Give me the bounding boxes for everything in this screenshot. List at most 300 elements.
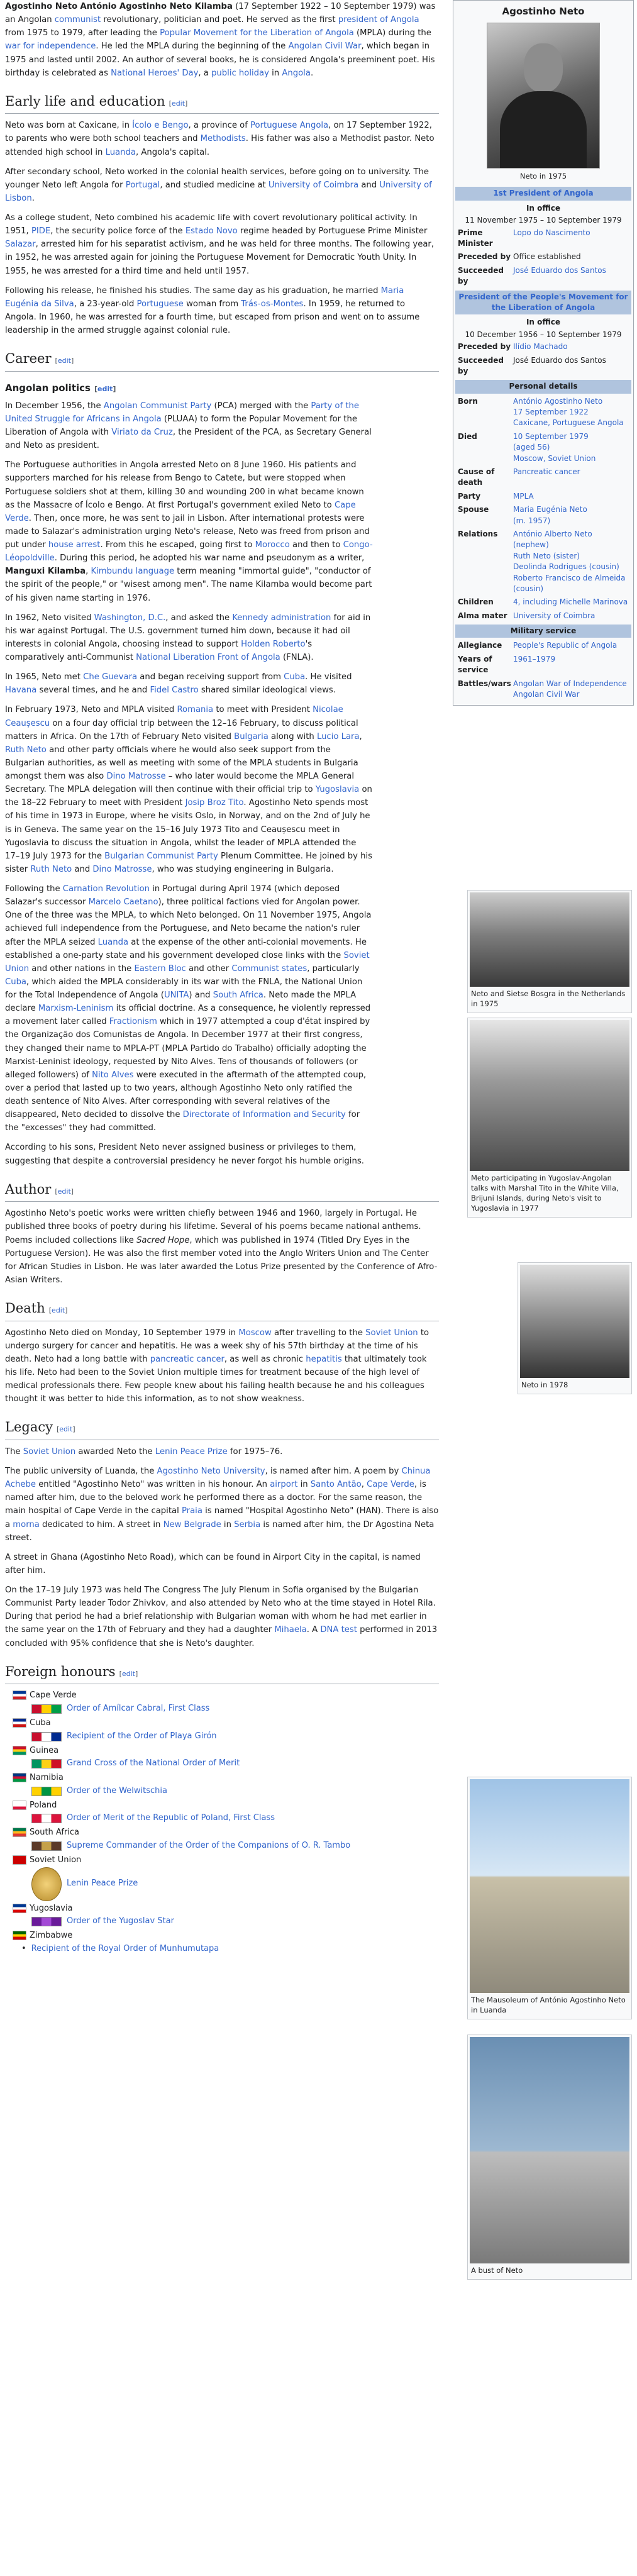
text-run: , a province of xyxy=(188,121,251,131)
inline-link[interactable]: Bulgaria xyxy=(234,731,269,741)
inline-link[interactable]: Cuba xyxy=(5,977,27,987)
inline-link[interactable]: Fidel Castro xyxy=(150,686,199,696)
paragraph xyxy=(5,611,373,665)
text-run: Neto was born at Caxicane, in xyxy=(5,121,133,131)
award-link[interactable]: Recipient of the Royal Order of Munhumutapa xyxy=(31,1944,219,1954)
text-run: which in 1977 attempted a coup d'état inspired by the Organização dos Comunistas de Angola. In December 1977 at their first congress, they changed their name to MPLA-PT (MPLA Partido do Trabalho) officially adopting the Marxist-Leninist ideology, requested by Nito Alves. Tens of thousands of followers (or alleged followers) of xyxy=(5,1017,370,1080)
inline-link[interactable]: UNITA xyxy=(163,991,189,1001)
bold-text: António Agostinho Neto Kilamba xyxy=(80,2,233,11)
infobox-label: Preceded by xyxy=(458,342,511,352)
inline-link[interactable]: Lenin Peace Prize xyxy=(155,1446,228,1457)
text-run: , the President of the PCA, as Secretary General and Neto as president. xyxy=(5,428,372,451)
infobox-value[interactable]: José Eduardo dos Santos xyxy=(513,265,606,275)
award-link[interactable]: Order of Amílcar Cabral, First Class xyxy=(67,1704,210,1714)
country-name: Poland xyxy=(30,1800,57,1810)
infobox-row xyxy=(455,490,631,503)
text-run: and began receiving support from xyxy=(137,672,284,682)
ribbon-icon xyxy=(31,1704,62,1714)
text-run: in xyxy=(221,1519,235,1530)
text-run: . He visited xyxy=(305,672,352,682)
text-run: , the security police force of the xyxy=(50,226,186,236)
military-rows xyxy=(455,639,631,701)
text-run: revolutionary, politician and poet. He served as the first xyxy=(101,15,338,25)
inline-link[interactable]: public holiday xyxy=(211,68,269,78)
inline-link[interactable]: Lucio Lara xyxy=(316,731,360,741)
ribbon-icon xyxy=(31,1841,62,1851)
early-life-section xyxy=(5,119,439,337)
text-run: – who later would become the MPLA General Secretary. The MPLA delegation will then continue with their official trip to xyxy=(5,772,354,795)
paragraph xyxy=(5,0,439,80)
text-run: As a college student, Neto combined his academic life with covert revolutionary political activity. In 1951, xyxy=(5,213,418,236)
honour-award xyxy=(31,1915,439,1928)
inline-link[interactable]: Carnation Revolution xyxy=(62,884,150,894)
figure-netherlands: Neto and Sietse Bosgra in the Netherlands in 1975 xyxy=(467,890,632,1013)
inline-link[interactable]: Popular Movement for the Liberation of Angola xyxy=(160,28,354,38)
text-run: dedicated to him. A street in xyxy=(39,1519,163,1530)
inline-link[interactable]: Ícolo e Bengo xyxy=(132,121,189,131)
inline-link[interactable]: Methodists xyxy=(200,134,246,144)
text-run: , is named after him. A poem by xyxy=(265,1467,402,1477)
infobox-row xyxy=(455,430,631,465)
honour-country xyxy=(13,1717,439,1743)
text-run: , which began in 1975 and lasted until 2002. An author of several books, he is considered Angola's preeminent poet. His birthday is celebrated as xyxy=(5,42,435,78)
inline-link[interactable]: Marxism-Leninism xyxy=(38,1004,114,1014)
infobox-row xyxy=(455,503,631,528)
text-run: A street in Ghana (Agostinho Neto Road), which can be found in Airport City in the capital, is named after him. xyxy=(5,1552,421,1575)
paragraph xyxy=(5,165,439,205)
infobox-value: Office established xyxy=(513,252,581,262)
inline-link[interactable]: Dino Matrosse xyxy=(106,772,166,782)
text-run: at the expense of the other anti-colonial movements. He established a one-party state and his government developed close links with the xyxy=(5,937,367,960)
infobox-value[interactable]: Lopo do Nascimento xyxy=(513,228,590,237)
portrait-caption: Neto in 1975 xyxy=(519,171,567,180)
ribbon-icon xyxy=(31,1814,62,1823)
text-run: Agostinho Neto died on Monday, 10 September 1979 in xyxy=(5,1328,239,1338)
infobox-value[interactable]: Pancreatic cancer xyxy=(513,467,580,477)
photo-yugoslavia[interactable] xyxy=(470,1020,629,1171)
inline-link[interactable]: Cuba xyxy=(284,672,306,682)
inline-link[interactable]: Communist states xyxy=(231,963,307,974)
personal-header: Personal details xyxy=(455,380,631,393)
inline-link[interactable]: Congo-Léopoldville xyxy=(5,540,373,564)
figure-mausoleum: The Mausoleum of António Agostinho Neto in Luanda xyxy=(467,1777,632,2019)
article-body xyxy=(5,0,439,1956)
figure-neto-1978: Neto in 1978 xyxy=(518,1262,632,1394)
text-run: performed in 2013 concluded with 95% confidence that she is Neto's daughter. xyxy=(5,1625,438,1648)
inline-link[interactable]: Santo Antão xyxy=(310,1480,362,1490)
infobox-row xyxy=(455,596,631,609)
honour-country xyxy=(13,1689,439,1716)
text-run: Plenum Committee. He joined by his sister xyxy=(5,851,373,874)
text-run: . During this period, he adopted his war name and pseudonym as a writer, xyxy=(54,553,365,564)
country-name: Zimbabwe xyxy=(30,1931,73,1941)
inline-link[interactable]: Morocco xyxy=(255,540,290,550)
photo-mausoleum[interactable] xyxy=(470,1779,629,1993)
honours-list xyxy=(5,1689,439,1956)
infobox-row xyxy=(455,354,631,379)
inline-link[interactable]: pancreatic cancer xyxy=(150,1354,224,1364)
inline-link[interactable]: Luanda xyxy=(97,937,129,947)
heading-death: Death [edit] xyxy=(5,1298,439,1321)
heading-foreign-honours: Foreign honours [edit] xyxy=(5,1662,439,1685)
infobox-row xyxy=(455,639,631,652)
inline-link[interactable]: Angolan Civil War xyxy=(288,42,362,52)
award-link[interactable]: Supreme Commander of the Order of the Companions of O. R. Tambo xyxy=(67,1841,351,1851)
country-name: Namibia xyxy=(30,1773,64,1783)
text-run: (PLUAA) to form the Popular Movement for the Liberation of Angola with xyxy=(5,414,357,438)
inline-link[interactable]: communist xyxy=(54,15,101,25)
text-run: In December 1956, the xyxy=(5,401,104,411)
honour-country xyxy=(13,1929,439,1956)
bold-text: Manguxi Kilamba xyxy=(5,567,86,577)
text-run: woman from xyxy=(183,299,241,309)
inline-link[interactable]: Praia xyxy=(181,1506,202,1516)
text-run: shared similar ideological views. xyxy=(198,686,336,696)
inline-link[interactable]: National Heroes' Day xyxy=(111,68,199,78)
infobox-row xyxy=(455,677,631,702)
edit-link: [edit] xyxy=(48,1306,68,1315)
inline-link[interactable]: DNA test xyxy=(320,1625,357,1635)
inline-link[interactable]: Marcelo Caetano xyxy=(88,897,158,908)
text-run: Following his release, he finished his studies. The same day as his graduation, he married xyxy=(5,286,381,296)
inline-link[interactable]: Serbia xyxy=(234,1519,261,1530)
ribbon-icon xyxy=(31,1759,62,1768)
honour-country xyxy=(13,1902,439,1929)
infobox-label: Alma mater xyxy=(458,611,507,620)
text-run: , on 17 September 1922, to parents who were both school teachers and xyxy=(5,121,432,144)
inline-link[interactable]: Portuguese Angola xyxy=(250,121,329,131)
text-run: that ultimately took his life. Neto had been to the Soviet Union multiple times for treatment because of the high level of medical professionals there. Few people knew about his failing health because he and his colleagues thought it was better to hide this information, as to not show weakness. xyxy=(5,1354,427,1404)
paragraph xyxy=(5,284,439,338)
infobox-label: Cause of death xyxy=(458,467,495,487)
infobox-value[interactable]: Ilídio Machado xyxy=(513,342,568,352)
honour-award xyxy=(31,1812,439,1825)
inline-link[interactable]: Viriato da Cruz xyxy=(111,428,173,438)
honour-award xyxy=(21,1943,439,1956)
inline-link[interactable]: PIDE xyxy=(31,226,51,236)
inline-link[interactable]: Maria Eugénia da Silva xyxy=(5,286,404,309)
inline-link[interactable]: Eastern Bloc xyxy=(134,963,186,974)
paragraph xyxy=(5,1551,439,1577)
inline-link[interactable]: Dino Matrosse xyxy=(92,864,152,874)
award-link[interactable]: Recipient of the Order of Playa Girón xyxy=(67,1731,217,1741)
military-header: Military service xyxy=(455,625,631,638)
infobox-label: Succeeded by xyxy=(458,265,504,286)
inline-link[interactable]: South Africa xyxy=(213,991,263,1001)
text-run: and other nations in the xyxy=(29,963,135,974)
infobox-label: Allegiance xyxy=(458,641,502,650)
flag-icon xyxy=(13,1746,26,1755)
inline-link[interactable]: Kimbundu language xyxy=(91,567,175,577)
paragraph xyxy=(5,1584,439,1650)
office2-header: President of the People's Movement for the Liberation of Angola xyxy=(455,291,631,315)
edit-link: [edit] xyxy=(55,1187,74,1196)
infobox-row xyxy=(455,528,631,596)
text-run: , particularly xyxy=(307,963,360,974)
paragraph xyxy=(5,1326,439,1406)
text-run: 's comparatively anti-Communist xyxy=(5,639,313,663)
text-run: in xyxy=(269,68,282,78)
flag-icon xyxy=(13,1904,26,1913)
paragraph xyxy=(5,1141,373,1167)
text-run: , which aided the MPLA considerably in its war with the FNLA, the National Union for the Total Independence of Angola ( xyxy=(5,977,363,1001)
flag-icon xyxy=(13,1931,26,1940)
inline-link[interactable]: Cape Verde xyxy=(367,1480,414,1490)
text-run: On the 17–19 July 1973 was held The Congress The July Plenum in Sofia organised by the Bulgarian Communist Party leader Todor Zhivkov, and also attended by Neto who at the time stayed in Hotel Rila. During that period he had a brief relationship with Bulgarian woman with whom he had met earlier in the same year on the 17th of February and they had a daughter xyxy=(5,1585,436,1635)
infobox-value[interactable]: Maria Eugénia Neto (m. 1957) xyxy=(513,505,587,525)
text-run: . xyxy=(31,193,35,203)
paragraph xyxy=(5,703,373,876)
death-section xyxy=(5,1326,439,1406)
text-run: for aid in his war against Portugal. The U.S. government turned him down, because it had oil interests in colonial Angola, choosing instead to support xyxy=(5,613,371,649)
inline-link[interactable]: Portugal xyxy=(125,180,160,190)
edit-link: [edit] xyxy=(119,1669,138,1678)
photo-netherlands[interactable] xyxy=(470,892,629,987)
office2-in-office: In office xyxy=(526,318,561,327)
infobox-label: Born xyxy=(458,396,478,406)
edit-link: [edit] xyxy=(56,1425,75,1434)
text-run: , xyxy=(361,1480,367,1490)
honour-award xyxy=(31,1730,439,1743)
text-run: for 1975–76. xyxy=(227,1446,283,1457)
country-name: Guinea xyxy=(30,1745,59,1755)
award-link[interactable]: Order of the Yugoslav Star xyxy=(67,1916,174,1926)
inline-link[interactable]: Josip Broz Tito xyxy=(185,798,244,808)
infobox-value[interactable]: António Agostinho Neto 17 September 1922 Caxicane, Portuguese Angola xyxy=(513,396,624,428)
infobox-value[interactable]: University of Coimbra xyxy=(513,611,595,620)
inline-link[interactable]: Moscow xyxy=(238,1328,272,1338)
text-run: its official doctrine. As a consequence, he violently repressed a movement later called xyxy=(5,1004,371,1027)
heading-career: Career [edit] xyxy=(5,348,439,372)
text-run: , xyxy=(86,567,91,577)
infobox-label: Succeeded by xyxy=(458,355,504,375)
text-run: for the "excesses" they had committed. xyxy=(5,1110,360,1133)
text-run: and xyxy=(72,864,93,874)
flag-icon xyxy=(13,1773,26,1782)
paragraph xyxy=(5,1465,439,1545)
text-run: . His father was also a Methodist pastor. Neto attended high school in xyxy=(5,134,435,157)
paragraph xyxy=(5,882,373,1135)
text-run: . Agostinho Neto spends most of his time in 1973 in Europe, where he visits Oslo, in Norway, and on the 2nd of July he is in Geneva. The same year on the 15–16 July 1973 Tito and Ceaușescu meet in Yugoslavia to discuss the situation in Angola, whilst the leader of MPLA attended the 17–19 July 1973 for the xyxy=(5,798,370,861)
inline-link[interactable]: National Liberation Front of Angola xyxy=(136,653,280,663)
infobox xyxy=(453,0,634,706)
inline-link[interactable]: Cape Verde xyxy=(5,500,356,523)
infobox-row xyxy=(455,653,631,677)
office2-rows xyxy=(455,340,631,378)
inline-link[interactable]: house arrest xyxy=(48,540,101,550)
honour-award xyxy=(31,1785,439,1798)
text-run: and xyxy=(358,180,380,190)
country-name: Yugoslavia xyxy=(30,1903,73,1913)
infobox-value[interactable]: MPLA xyxy=(513,491,534,501)
paragraph xyxy=(5,119,439,158)
inline-link[interactable]: Portuguese xyxy=(136,299,184,309)
infobox-label: Died xyxy=(458,431,477,441)
paragraph xyxy=(5,458,373,604)
office1-rows xyxy=(455,226,631,289)
inline-link[interactable]: Estado Novo xyxy=(185,226,238,236)
photo-bust[interactable] xyxy=(470,2037,629,2263)
text-run: several times, and he and xyxy=(36,686,150,696)
lead-section xyxy=(5,0,439,80)
text-run: from 1975 to 1979, after leading the xyxy=(5,28,160,38)
ribbon-icon xyxy=(31,1787,62,1796)
inline-link[interactable]: Trás-os-Montes xyxy=(241,299,304,309)
edit-link: [edit] xyxy=(94,384,116,393)
text-run: (PCA) merged with the xyxy=(211,401,311,411)
text-run: and other party officials where he would also seek support from the Bulgarian authorities, as well as meeting with some of the MPLA students in Bulgaria amongst them was also xyxy=(5,745,358,782)
text-run: . xyxy=(310,68,314,78)
country-name: Cape Verde xyxy=(30,1690,77,1701)
infobox-row xyxy=(455,340,631,353)
inline-link[interactable]: Agostinho Neto University xyxy=(157,1467,265,1477)
inline-link[interactable]: Angola xyxy=(282,68,311,78)
personal-rows xyxy=(455,395,631,623)
figure-yugoslavia: Meto participating in Yugoslav-Angolan talks with Marshal Tito in the White Villa, Brijuni Islands, during Neto's visit to Yugoslavia in 1977 xyxy=(467,1018,632,1218)
infobox-value: José Eduardo dos Santos xyxy=(513,355,606,365)
inline-link[interactable]: New Belgrade xyxy=(163,1519,221,1530)
inline-link[interactable]: Che Guevara xyxy=(83,672,138,682)
honour-country xyxy=(13,1772,439,1798)
photo-neto-1978[interactable] xyxy=(520,1265,629,1378)
inline-link[interactable]: president of Angola xyxy=(338,15,419,25)
inline-link[interactable]: Party of the United Struggle for Africans in Angola xyxy=(5,401,359,424)
text-run: on a four day official trip between the 12–16 February, to discuss political matters in Africa. On the 17th of February Neto visited xyxy=(5,718,358,741)
inline-link[interactable]: Holden Roberto xyxy=(241,639,306,649)
inline-link[interactable]: Ruth Neto xyxy=(5,745,47,755)
heading-legacy: Legacy [edit] xyxy=(5,1417,439,1440)
text-run: , arrested him for his separatist activism, and he was held for three months. The following year, in 1952, he was arrested again for joining the Portuguese Movement for Democratic Youth Unity. In 1955, he was arrested for a third time and held until 1957. xyxy=(5,240,435,276)
text-run: awarded Neto the xyxy=(75,1446,155,1457)
inline-link[interactable]: Washington, D.C. xyxy=(94,613,166,623)
award-link[interactable]: Lenin Peace Prize xyxy=(67,1879,138,1889)
country-name: Cuba xyxy=(30,1718,51,1728)
inline-link[interactable]: Luanda xyxy=(105,147,136,157)
honour-award xyxy=(31,1757,439,1770)
inline-link[interactable]: Angolan Communist Party xyxy=(103,401,212,411)
infobox-row xyxy=(455,250,631,264)
inline-link[interactable]: Havana xyxy=(5,686,37,696)
award-link[interactable]: Order of the Welwitschia xyxy=(67,1785,167,1796)
honour-country xyxy=(13,1854,439,1901)
office1-in-office: In office xyxy=(526,203,561,213)
inline-link[interactable]: Chinua Achebe xyxy=(5,1467,431,1490)
office1-header: 1st President of Angola xyxy=(455,187,631,200)
text-run: The xyxy=(5,1446,23,1457)
honour-award xyxy=(31,1702,439,1716)
inline-link[interactable]: Yugoslavia xyxy=(315,785,360,795)
text-run: , xyxy=(359,731,362,741)
italic-text: Sacred Hope xyxy=(136,1235,190,1245)
infobox-label: Children xyxy=(458,597,494,607)
honour-country xyxy=(13,1826,439,1853)
inline-link[interactable]: airport xyxy=(270,1480,298,1490)
flag-icon xyxy=(13,1828,26,1837)
country-name: Soviet Union xyxy=(30,1855,82,1865)
infobox-value[interactable]: 4, including Michelle Marinova xyxy=(513,597,628,607)
bold-text: Agostinho Neto xyxy=(5,2,78,11)
inline-link[interactable]: Ruth Neto xyxy=(30,864,72,874)
inline-link[interactable]: University of Coimbra xyxy=(268,180,359,190)
paragraph xyxy=(5,211,439,278)
edit-link: [edit] xyxy=(55,357,74,365)
inline-link[interactable]: morna xyxy=(13,1519,40,1530)
text-run: ) and xyxy=(189,991,213,1001)
text-run: were executed in the aftermath of the attempted coup, over a period that lasted up to two years, although Agostinho Neto only ratified the death sentence of Nito Alves. After corresponding with several relatives of the disappeared, Neto decided to dissolve the xyxy=(5,1070,367,1120)
honour-award xyxy=(31,1840,439,1853)
infobox-value[interactable]: António Alberto Neto (nephew) Ruth Neto (sister) Deolinda Rodrigues (cousin) Roberto Francisco de Almeida (cousin) xyxy=(513,529,626,593)
heading-angolan-politics: Angolan politics [edit] xyxy=(5,382,116,394)
award-link[interactable]: Grand Cross of the National Order of Merit xyxy=(67,1758,240,1768)
flag-icon xyxy=(13,1690,26,1700)
inline-link[interactable]: Nicolae Ceaușescu xyxy=(5,705,343,728)
honour-country xyxy=(13,1745,439,1771)
text-run: . He led the MPLA during the beginning of the xyxy=(96,42,289,52)
infobox-value[interactable]: Angolan War of Independence Angolan Civil War xyxy=(513,679,627,699)
infobox-row xyxy=(455,465,631,490)
text-run: ), three political factions vied for Angolan power. One of the three was the MPLA, to which Neto belonged. On 11 November 1975, Angola achieved full independence from the Portuguese, and Neto became the nation's ruler after the MPLA seized xyxy=(5,897,372,947)
text-run: along with xyxy=(268,731,317,741)
text-run: The public university of Luanda, the xyxy=(5,1467,157,1477)
text-run: Agostinho Neto's poetic works were written chiefly between 1946 and 1960, largely in Portugal. He published three books of poetry during his lifetime. Several of his poems became national anthems. Poems included collections like xyxy=(5,1209,421,1245)
portrait-photo[interactable] xyxy=(487,23,600,169)
heading-early-life: Early life and education [edit] xyxy=(5,91,439,114)
text-run: (MPLA) during the xyxy=(353,28,431,38)
inline-link[interactable]: war for independence xyxy=(5,42,96,52)
edit-link: [edit] xyxy=(169,99,188,108)
award-link[interactable]: Order of Merit of the Republic of Poland, First Class xyxy=(67,1813,275,1823)
inline-link[interactable]: Nito Alves xyxy=(92,1070,134,1080)
text-run: , and studied medicine at xyxy=(160,180,269,190)
inline-link[interactable]: Salazar xyxy=(5,240,36,250)
text-run: (FNLA). xyxy=(280,653,314,663)
inline-link[interactable]: Soviet Union xyxy=(5,950,370,974)
text-run: In 1962, Neto visited xyxy=(5,613,94,623)
infobox-row xyxy=(455,609,631,623)
inline-link[interactable]: Soviet Union xyxy=(365,1328,418,1338)
office1-dates: 11 November 1975 – 10 September 1979 xyxy=(465,216,622,225)
inline-link[interactable]: Romania xyxy=(177,705,214,715)
inline-link[interactable]: Soviet Union xyxy=(23,1446,76,1457)
inline-link[interactable]: hepatitis xyxy=(306,1354,342,1364)
infobox-value[interactable]: People's Republic of Angola xyxy=(513,641,618,650)
author-section xyxy=(5,1207,439,1287)
office2-dates: 10 December 1956 – 10 September 1979 xyxy=(465,330,622,339)
bullet-icon: • xyxy=(21,1944,26,1954)
text-run: . From this he escaped, going first to xyxy=(100,540,255,550)
text-run: in Portugal during April 1974 (which deposed Salazar's successor xyxy=(5,884,340,908)
paragraph xyxy=(5,399,373,453)
infobox-label: Party xyxy=(458,491,481,501)
inline-link[interactable]: Fractionism xyxy=(109,1017,157,1027)
inline-link[interactable]: Kennedy administration xyxy=(232,613,331,623)
inline-link[interactable]: Bulgarian Communist Party xyxy=(104,851,218,861)
infobox-row xyxy=(455,226,631,251)
inline-link[interactable]: Directorate of Information and Security xyxy=(182,1110,346,1120)
infobox-value[interactable]: 1961–1979 xyxy=(513,654,556,663)
ribbon-icon xyxy=(31,1732,62,1741)
paragraph xyxy=(5,1207,439,1287)
infobox-value[interactable]: 10 September 1979 (aged 56) Moscow, Soviet Union xyxy=(513,431,596,463)
angolan-politics-section xyxy=(5,399,373,1168)
infobox-title: Agostinho Neto xyxy=(502,6,585,17)
text-run: , who was studying engineering in Bulgaria. xyxy=(152,864,334,874)
text-run: and then to xyxy=(289,540,343,550)
inline-link[interactable]: University of Lisbon xyxy=(5,180,432,203)
inline-link[interactable]: Mihaela xyxy=(274,1625,307,1635)
text-run: , as well as chronic xyxy=(224,1354,306,1364)
text-run: to undergo surgery for cancer and hepatitis. He was a week shy of his 57th birthday at the time of his death. Neto had a long battle with xyxy=(5,1328,429,1364)
